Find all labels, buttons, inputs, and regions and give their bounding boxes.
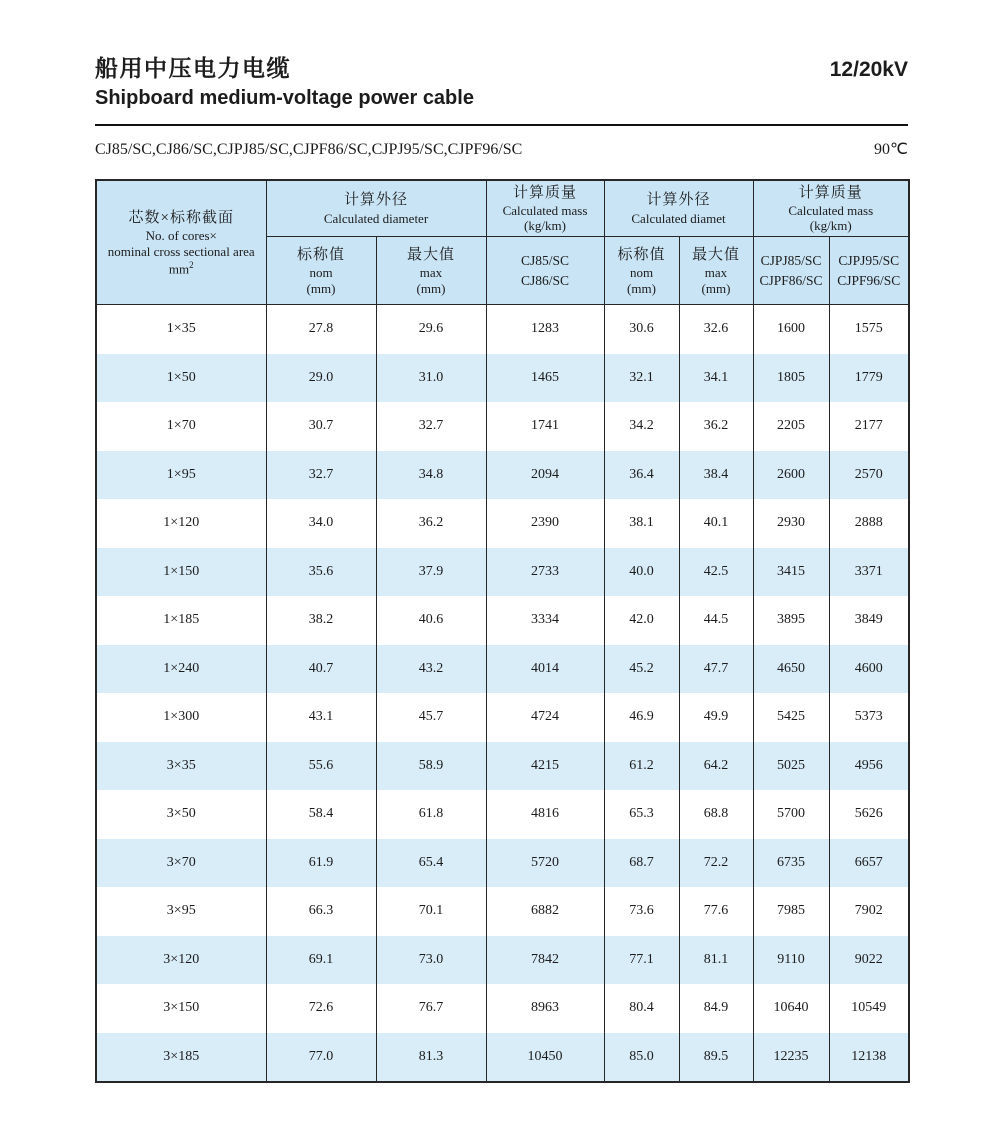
cell-mass-cjpj85: 4650 xyxy=(753,645,829,694)
header-max-2: 最大值 max (mm) xyxy=(679,237,753,305)
header-models-cjpj95: CJPJ95/SC CJPF96/SC xyxy=(829,237,909,305)
cell-nom-2: 77.1 xyxy=(604,936,679,985)
cell-max-2: 72.2 xyxy=(679,839,753,888)
cell-cores: 1×240 xyxy=(96,645,266,694)
table-row xyxy=(96,548,909,597)
cell-mass-cj85: 4215 xyxy=(486,742,604,791)
header-models-cjpj85: CJPJ85/SC CJPF86/SC xyxy=(753,237,829,305)
cell-mass-cjpj85: 7985 xyxy=(753,887,829,936)
cell-nom-2: 40.0 xyxy=(604,548,679,597)
cell-nom-1: 77.0 xyxy=(266,1033,376,1083)
voltage-rating: 12/20kV xyxy=(829,58,908,81)
cell-max-1: 61.8 xyxy=(376,790,486,839)
cell-nom-2: 45.2 xyxy=(604,645,679,694)
cell-mass-cjpj95: 3371 xyxy=(829,548,909,597)
cell-nom-2: 85.0 xyxy=(604,1033,679,1083)
cell-max-2: 89.5 xyxy=(679,1033,753,1083)
cell-mass-cjpj85: 2205 xyxy=(753,402,829,451)
cell-max-2: 77.6 xyxy=(679,887,753,936)
cell-nom-2: 36.4 xyxy=(604,451,679,500)
cell-max-1: 32.7 xyxy=(376,402,486,451)
table-row xyxy=(96,1033,909,1083)
header-calculated-diameter-2: 计算外径 Calculated diamet xyxy=(604,180,753,237)
cell-nom-2: 42.0 xyxy=(604,596,679,645)
cell-cores: 3×95 xyxy=(96,887,266,936)
cell-max-2: 68.8 xyxy=(679,790,753,839)
cell-mass-cjpj95: 4956 xyxy=(829,742,909,791)
cell-nom-2: 46.9 xyxy=(604,693,679,742)
cell-cores: 1×150 xyxy=(96,548,266,597)
cell-nom-2: 73.6 xyxy=(604,887,679,936)
cell-mass-cjpj95: 2888 xyxy=(829,499,909,548)
header-calculated-mass-1: 计算质量 Calculated mass (kg/km) xyxy=(486,180,604,237)
cell-cores: 1×120 xyxy=(96,499,266,548)
cell-cores: 1×185 xyxy=(96,596,266,645)
cell-mass-cjpj85: 1805 xyxy=(753,354,829,403)
cell-mass-cjpj85: 3415 xyxy=(753,548,829,597)
table-row xyxy=(96,451,909,500)
cell-cores: 1×70 xyxy=(96,402,266,451)
cell-nom-1: 40.7 xyxy=(266,645,376,694)
cell-nom-1: 58.4 xyxy=(266,790,376,839)
cell-mass-cjpj95: 10549 xyxy=(829,984,909,1033)
table-row xyxy=(96,839,909,888)
page-content xyxy=(95,0,908,1083)
cell-max-2: 38.4 xyxy=(679,451,753,500)
cell-max-2: 40.1 xyxy=(679,499,753,548)
cell-nom-1: 43.1 xyxy=(266,693,376,742)
cell-cores: 3×35 xyxy=(96,742,266,791)
cell-mass-cjpj95: 6657 xyxy=(829,839,909,888)
cell-mass-cjpj95: 2570 xyxy=(829,451,909,500)
page-title-zh: 船用中压电力电缆 xyxy=(95,55,291,81)
cell-max-1: 76.7 xyxy=(376,984,486,1033)
cell-max-1: 43.2 xyxy=(376,645,486,694)
cell-max-1: 40.6 xyxy=(376,596,486,645)
cell-max-1: 29.6 xyxy=(376,305,486,354)
cell-mass-cj85: 6882 xyxy=(486,887,604,936)
cell-mass-cjpj95: 3849 xyxy=(829,596,909,645)
cell-mass-cjpj95: 5373 xyxy=(829,693,909,742)
cell-mass-cj85: 4014 xyxy=(486,645,604,694)
table-row xyxy=(96,742,909,791)
cell-cores: 1×300 xyxy=(96,693,266,742)
cell-max-2: 36.2 xyxy=(679,402,753,451)
spec-table xyxy=(95,179,910,1083)
cell-mass-cj85: 5720 xyxy=(486,839,604,888)
cell-nom-1: 61.9 xyxy=(266,839,376,888)
cell-nom-1: 55.6 xyxy=(266,742,376,791)
cell-max-1: 31.0 xyxy=(376,354,486,403)
cell-max-2: 34.1 xyxy=(679,354,753,403)
cell-mass-cjpj95: 1779 xyxy=(829,354,909,403)
cell-mass-cj85: 4816 xyxy=(486,790,604,839)
cell-mass-cj85: 2094 xyxy=(486,451,604,500)
cell-max-1: 58.9 xyxy=(376,742,486,791)
cell-mass-cj85: 4724 xyxy=(486,693,604,742)
cell-nom-2: 32.1 xyxy=(604,354,679,403)
cell-mass-cjpj95: 12138 xyxy=(829,1033,909,1083)
cell-nom-2: 65.3 xyxy=(604,790,679,839)
divider-rule xyxy=(95,124,908,126)
cell-mass-cjpj95: 2177 xyxy=(829,402,909,451)
cell-nom-2: 38.1 xyxy=(604,499,679,548)
cell-nom-2: 61.2 xyxy=(604,742,679,791)
cell-nom-2: 68.7 xyxy=(604,839,679,888)
cell-nom-1: 30.7 xyxy=(266,402,376,451)
cell-mass-cj85: 7842 xyxy=(486,936,604,985)
cell-max-1: 34.8 xyxy=(376,451,486,500)
cell-mass-cjpj95: 7902 xyxy=(829,887,909,936)
cell-cores: 1×35 xyxy=(96,305,266,354)
cell-max-1: 36.2 xyxy=(376,499,486,548)
cell-max-2: 32.6 xyxy=(679,305,753,354)
cell-mass-cj85: 10450 xyxy=(486,1033,604,1083)
cell-mass-cjpj85: 1600 xyxy=(753,305,829,354)
table-row xyxy=(96,645,909,694)
cell-max-2: 84.9 xyxy=(679,984,753,1033)
cell-mass-cjpj95: 4600 xyxy=(829,645,909,694)
table-row xyxy=(96,936,909,985)
table-row xyxy=(96,499,909,548)
table-row xyxy=(96,402,909,451)
model-list: CJ85/SC,CJ86/SC,CJPJ85/SC,CJPF86/SC,CJPJ95/SC,CJPF96/SC xyxy=(95,140,523,158)
cell-nom-1: 34.0 xyxy=(266,499,376,548)
cell-mass-cjpj85: 10640 xyxy=(753,984,829,1033)
cell-mass-cjpj85: 9110 xyxy=(753,936,829,985)
cell-mass-cj85: 2733 xyxy=(486,548,604,597)
cell-cores: 1×50 xyxy=(96,354,266,403)
models-row xyxy=(95,139,908,159)
cell-mass-cjpj85: 2600 xyxy=(753,451,829,500)
header-nom-2: 标称值 nom (mm) xyxy=(604,237,679,305)
cell-mass-cjpj85: 5700 xyxy=(753,790,829,839)
cell-mass-cj85: 2390 xyxy=(486,499,604,548)
page-title-en: Shipboard medium-voltage power cable xyxy=(95,86,474,109)
cell-mass-cjpj95: 1575 xyxy=(829,305,909,354)
cell-max-2: 47.7 xyxy=(679,645,753,694)
cell-mass-cjpj85: 5025 xyxy=(753,742,829,791)
cell-nom-2: 34.2 xyxy=(604,402,679,451)
table-row xyxy=(96,984,909,1033)
cell-mass-cjpj85: 12235 xyxy=(753,1033,829,1083)
cell-nom-1: 35.6 xyxy=(266,548,376,597)
header-calculated-diameter-1: 计算外径 Calculated diameter xyxy=(266,180,486,237)
cell-nom-1: 29.0 xyxy=(266,354,376,403)
header-models-cj85: CJ85/SC CJ86/SC xyxy=(486,237,604,305)
cell-mass-cj85: 3334 xyxy=(486,596,604,645)
cell-nom-1: 27.8 xyxy=(266,305,376,354)
cell-nom-1: 66.3 xyxy=(266,887,376,936)
cell-nom-1: 32.7 xyxy=(266,451,376,500)
cell-nom-2: 30.6 xyxy=(604,305,679,354)
cell-max-1: 45.7 xyxy=(376,693,486,742)
table-row xyxy=(96,790,909,839)
cell-max-1: 73.0 xyxy=(376,936,486,985)
cell-mass-cjpj95: 9022 xyxy=(829,936,909,985)
max-temperature: 90℃ xyxy=(874,140,908,158)
cell-cores: 1×95 xyxy=(96,451,266,500)
cell-max-2: 44.5 xyxy=(679,596,753,645)
header-calculated-mass-2: 计算质量 Calculated mass (kg/km) xyxy=(753,180,909,237)
cell-mass-cj85: 1465 xyxy=(486,354,604,403)
header-cores: 芯数×标称截面 No. of cores× nominal cross sectional area $mm^2$ xyxy=(96,180,266,305)
table-row xyxy=(96,887,909,936)
cell-mass-cjpj85: 3895 xyxy=(753,596,829,645)
cell-nom-1: 72.6 xyxy=(266,984,376,1033)
table-row xyxy=(96,693,909,742)
cell-mass-cjpj95: 5626 xyxy=(829,790,909,839)
table-row xyxy=(96,354,909,403)
header-nom-1: 标称值 nom (mm) xyxy=(266,237,376,305)
cell-mass-cj85: 1741 xyxy=(486,402,604,451)
cell-max-1: 37.9 xyxy=(376,548,486,597)
cell-max-2: 49.9 xyxy=(679,693,753,742)
cell-cores: 3×150 xyxy=(96,984,266,1033)
cell-cores: 3×50 xyxy=(96,790,266,839)
cell-max-1: 70.1 xyxy=(376,887,486,936)
cell-nom-1: 69.1 xyxy=(266,936,376,985)
cell-mass-cj85: 8963 xyxy=(486,984,604,1033)
cell-max-1: 81.3 xyxy=(376,1033,486,1083)
cell-cores: 3×120 xyxy=(96,936,266,985)
table-row xyxy=(96,596,909,645)
title-row xyxy=(95,55,908,83)
cell-mass-cj85: 1283 xyxy=(486,305,604,354)
cell-nom-1: 38.2 xyxy=(266,596,376,645)
cell-max-2: 64.2 xyxy=(679,742,753,791)
cell-mass-cjpj85: 6735 xyxy=(753,839,829,888)
cell-max-2: 42.5 xyxy=(679,548,753,597)
table-row xyxy=(96,305,909,354)
cell-mass-cjpj85: 5425 xyxy=(753,693,829,742)
cell-max-1: 65.4 xyxy=(376,839,486,888)
header-max-1: 最大值 max (mm) xyxy=(376,237,486,305)
cell-cores: 3×185 xyxy=(96,1033,266,1083)
cell-max-2: 81.1 xyxy=(679,936,753,985)
cell-cores: 3×70 xyxy=(96,839,266,888)
cell-mass-cjpj85: 2930 xyxy=(753,499,829,548)
cell-nom-2: 80.4 xyxy=(604,984,679,1033)
